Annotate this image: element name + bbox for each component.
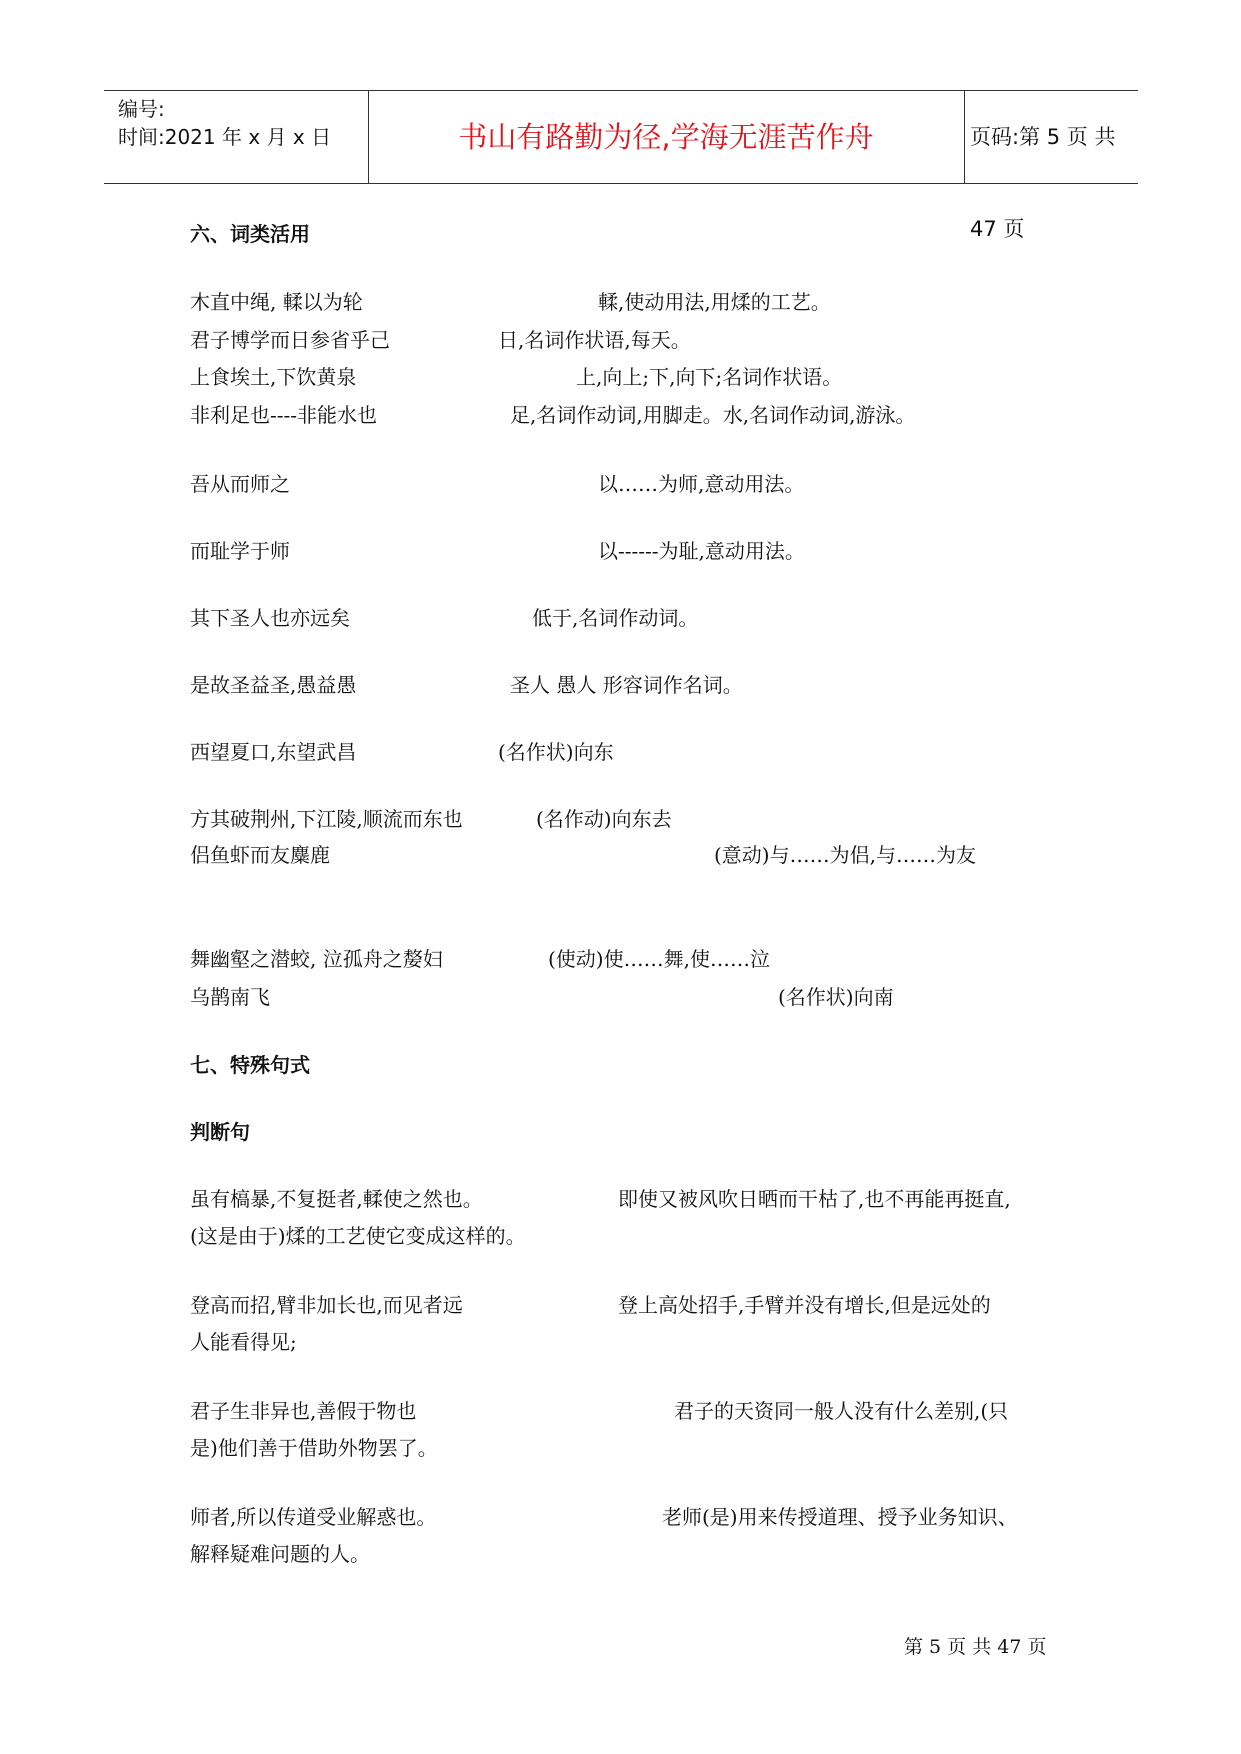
- example-explanation: (名作动)向东去: [536, 807, 672, 831]
- example-explanation: 君子的天资同一般人没有什么差别,(只: [674, 1399, 1009, 1423]
- example-sentence: 而耻学于师: [190, 539, 290, 563]
- example-explanation: 以……为师,意动用法。: [598, 472, 805, 496]
- example-sentence: 舞幽壑之潜蛟, 泣孤舟之嫠妇: [190, 947, 443, 971]
- example-sentence: 君子生非异也,善假于物也: [190, 1399, 417, 1423]
- example-explanation: 日,名词作状语,每天。: [498, 328, 691, 352]
- example-explanation: 低于,名词作动词。: [532, 606, 699, 630]
- example-explanation: (名作状)向南: [778, 985, 894, 1009]
- example-explanation: (意动)与……为侣,与……为友: [714, 843, 976, 867]
- page-footer: 第 5 页 共 47 页: [904, 1636, 1047, 1658]
- example-sentence: 上食埃土,下饮黄泉: [190, 365, 357, 389]
- example-sentence: 非利足也----非能水也: [190, 403, 378, 427]
- example-sentence: 师者,所以传道受业解惑也。: [190, 1505, 437, 1529]
- explanation-continuation: 解释疑难问题的人。: [190, 1542, 370, 1566]
- example-explanation: 以------为耻,意动用法。: [598, 539, 805, 563]
- example-sentence: 虽有槁暴,不复挺者,輮使之然也。: [190, 1187, 483, 1211]
- example-explanation: 上,向上;下,向下;名词作状语。: [576, 365, 843, 389]
- example-sentence: 是故圣益圣,愚益愚: [190, 673, 357, 697]
- example-sentence: 侣鱼虾而友麋鹿: [190, 843, 330, 867]
- header-page-number: 页码:第 5 页 共 47 页: [970, 125, 1116, 241]
- explanation-continuation: 人能看得见;: [190, 1330, 297, 1354]
- explanation-continuation: (这是由于)煣的工艺使它变成这样的。: [190, 1224, 526, 1248]
- example-sentence: 方其破荆州,下江陵,顺流而东也: [190, 807, 463, 831]
- example-explanation: (使动)使……舞,使……泣: [548, 947, 770, 971]
- section-heading: 七、特殊句式: [190, 1053, 310, 1077]
- example-sentence: 乌鹊南飞: [190, 985, 270, 1009]
- example-sentence: 君子博学而日参省乎己: [190, 328, 390, 352]
- example-explanation: 圣人 愚人 形容词作名词。: [510, 673, 743, 697]
- header-divider: [964, 91, 965, 183]
- example-sentence: 木直中绳, 輮以为轮: [190, 290, 363, 314]
- document-time-label: 时间:2021 年 x 月 x 日: [118, 125, 332, 149]
- example-sentence: 其下圣人也亦远矣: [190, 606, 350, 630]
- example-explanation: 登上高处招手,手臂并没有增长,但是远处的: [618, 1293, 991, 1317]
- example-sentence: 登高而招,臂非加长也,而见者远: [190, 1293, 463, 1317]
- header-motto: 书山有路勤为径,学海无涯苦作舟: [458, 120, 874, 154]
- example-sentence: 吾从而师之: [190, 472, 290, 496]
- section-heading: 六、词类活用: [190, 222, 310, 246]
- example-explanation: 足,名词作动词,用脚走。水,名词作动词,游泳。: [510, 403, 916, 427]
- example-explanation: 老师(是)用来传授道理、授予业务知识、: [662, 1505, 1018, 1529]
- example-explanation: 即使又被风吹日晒而干枯了,也不再能再挺直,: [618, 1187, 1011, 1211]
- subsection-heading: 判断句: [190, 1120, 250, 1144]
- example-explanation: (名作状)向东: [498, 740, 614, 764]
- example-explanation: 輮,使动用法,用煣的工艺。: [598, 290, 831, 314]
- document-number-label: 编号:: [118, 97, 165, 121]
- explanation-continuation: 是)他们善于借助外物罢了。: [190, 1436, 438, 1460]
- example-sentence: 西望夏口,东望武昌: [190, 740, 357, 764]
